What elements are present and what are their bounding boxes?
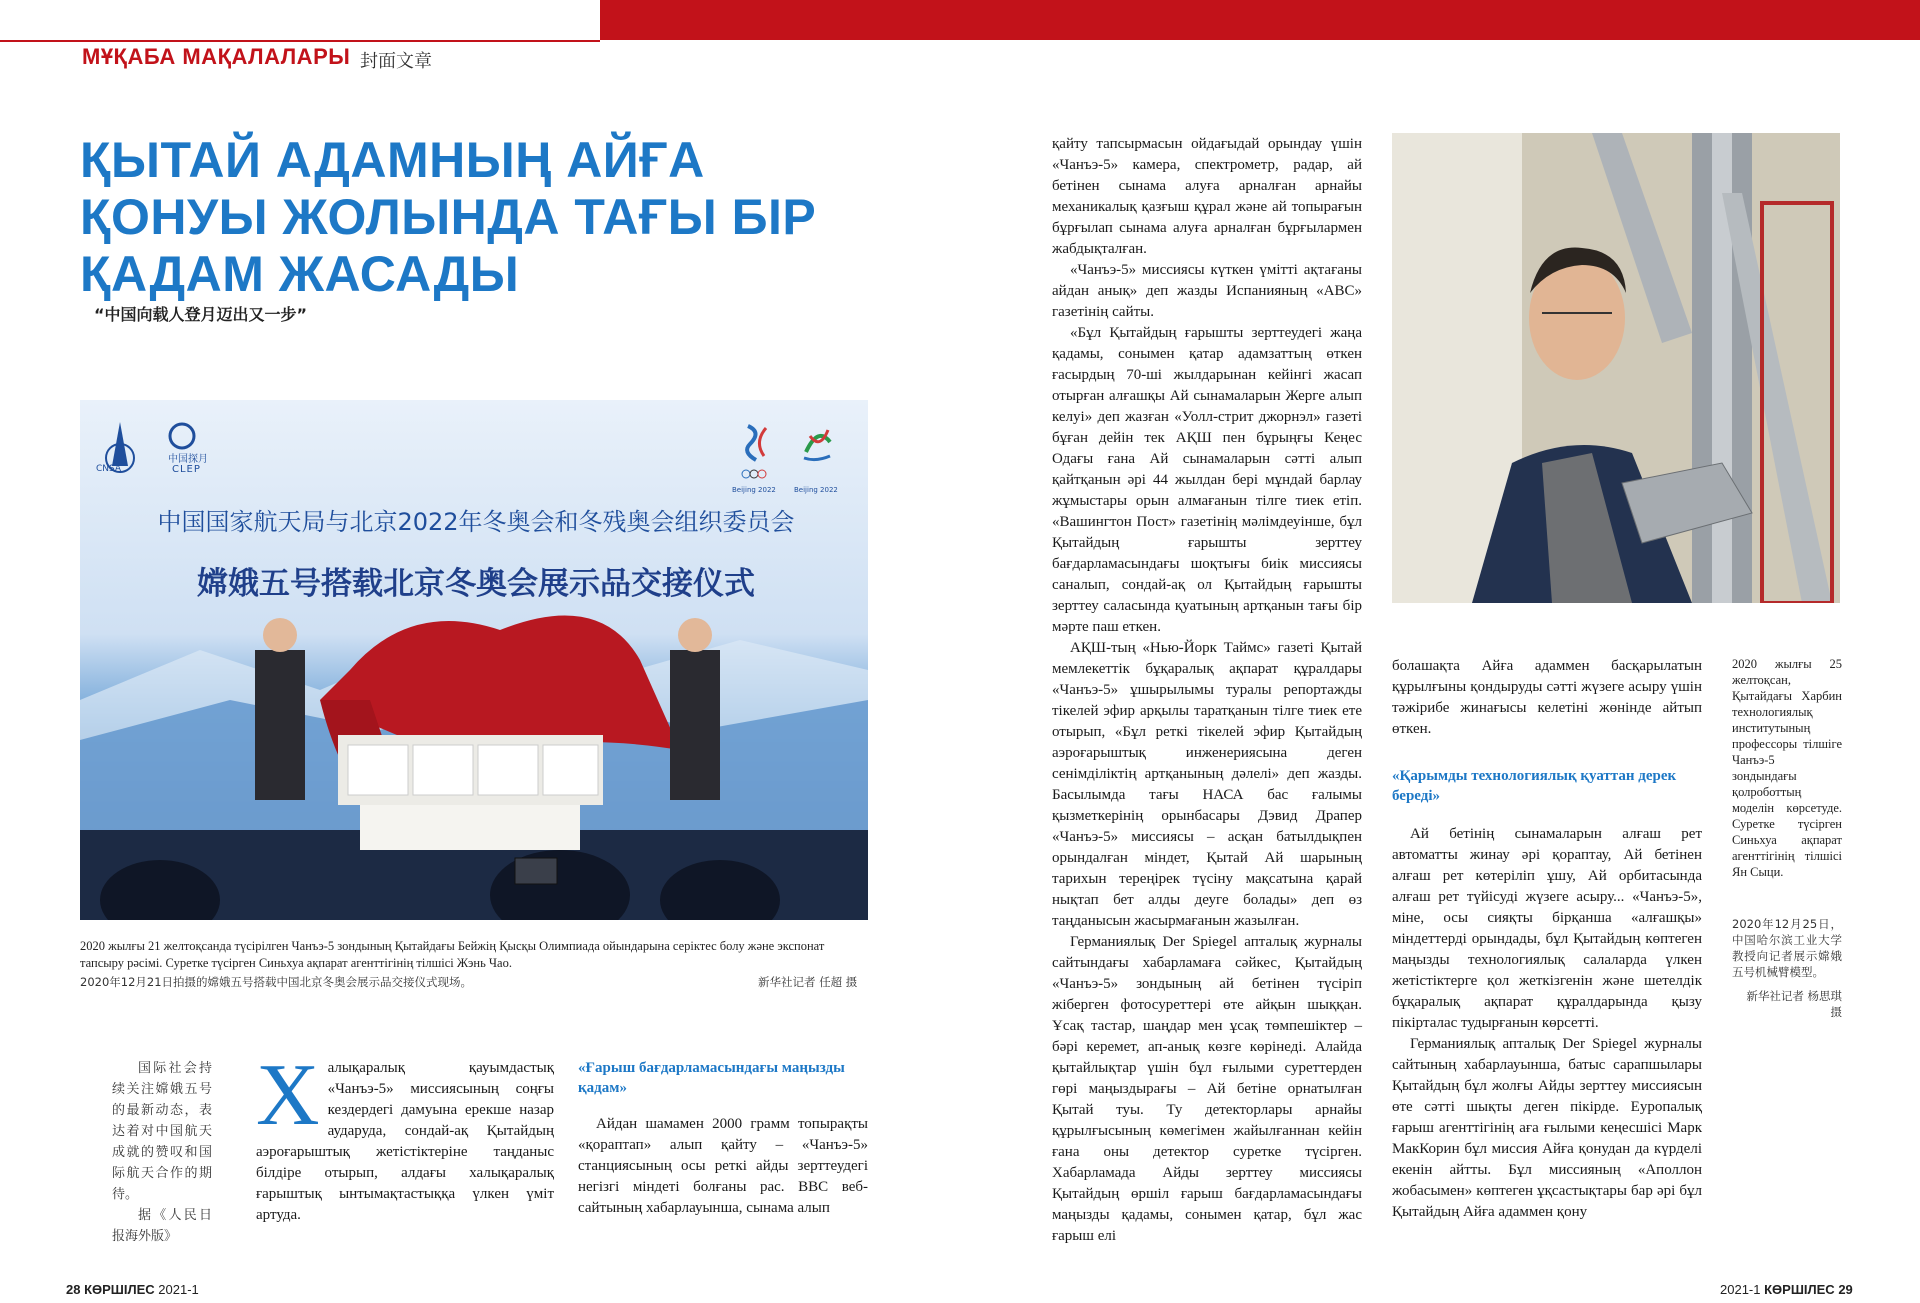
article-subtitle-cn: “中国向载人登月迈出又一步”: [94, 305, 308, 324]
issue-left: 2021-1: [158, 1282, 199, 1297]
photo1-caption-kz: 2020 жылғы 21 желтоқсанда түсірілген Чанъэ-5 зондының Қытайдағы Бейжің Қысқы Олимпиада ойындарына серіктес болу және экспонат тапсыру рәсімі. Суретке түсірген Синьхуа ақпарат агенттігінің тілшісі Жэнь Чао.: [80, 939, 825, 970]
column-4-paragraph-1: болашақта Айға адаммен басқарылатын құрылғыны қондыруды сәтті жүзеге асыру үшін тәжірибе жинағысы келетіні жөнінде айтып өткен.: [1392, 658, 1702, 737]
professor-photo-art: [1392, 133, 1840, 603]
section-label-cn: 封面文章: [360, 51, 432, 72]
clep-logo-label: CLEP: [172, 464, 201, 475]
cn-summary-source: 据《人民日报海外版》: [112, 1208, 212, 1244]
page-number-right: 29: [1838, 1282, 1853, 1297]
column-2: [578, 1058, 868, 1219]
photo2-caption-cn-text: 2020年12月25日，中国哈尔滨工业大学教授向记者展示嫦娥五号机械臂模型。: [1732, 917, 1842, 979]
cnsa-logo-label: CNSA: [96, 464, 122, 474]
issue-right: 2021-1: [1720, 1282, 1761, 1297]
column-3-paragraph-3: «Бұл Қытайдың ғарышты зерттеудегі жаңа қадамы, сонымен қатар адамзаттың өткен ғасырдың 70-ші жылдарынан кейінгі жасап отырған алғашқы Ай сынамаларын Жерге алып келуі» деп жазған «Уолл-стрит джорнэл» газеті бұған дейін тек АҚШ пен бұрыңғы Кеңес Одағы ғана Ай сынамаларын сәтті алып қайтқанын әрі 44 жылдан бері мұндай барлау жұмыстары орын алмағанын тілге тиек етіп. «Вашингтон Пост» газетінің мәлімдеуінше, бұл Қытайдың ғарышты зерттеу бағдарламасындағы шоқтығы биік миссиясы саналып, сондай-ақ ол Қытайдың ғарышты зерттеу саласында қуатының артқанын тағы бір мәрте паш еткен.: [1052, 325, 1362, 635]
magazine-name-left: КӨРШІЛЕС: [84, 1282, 155, 1297]
drop-cap: Х: [256, 1047, 320, 1144]
column-3-paragraph-5: Германиялық Der Spiegel апталық журналы сайтындағы хабарламаға сәйкес, Қытайдың «Чанъэ-5» зондының ай бетінен түсіріп жіберген фотосуреттері өте айқын шыққан. Ұсақ тастар, шаңдар мен ұсақ төмпешіктер – бәрі керемет, ап-анық көзге көрінеді. Алайда қытайлықтар үшін бұл ғылыми суреттерден гөрі маңыздырағы – Ай бетіне орнатылған Қытай туы. Ту детекторлары арнайы құрылғысының көмегімен жайылғаннан кейін ғана оны детектор суретке түсірген. Хабарламада Айды зерттеу миссиясы Қытайдың өршіл ғарыш бағдарламасындағы маңызды қадамы, сонымен қатар, бұл жас ғарыш елі: [1052, 934, 1362, 1244]
banner-line-2: 嫦娥五号搭载北京冬奥会展示品交接仪式: [197, 566, 755, 602]
column-3-paragraph-4: АҚШ-тың «Нью-Йорк Таймс» газеті Қытай мемлекеттік бұқаралық ақпарат құралдары «Чанъэ-5» ұшырылымы туралы репортажды тікелей эфир арқылы таратқанын тілге тиек ете отырып, «Бұл реткі тікелей эфир Қытайдың аэроғарыштық инженериясына деген сенімділіктің артқанының дәлелі» деп жазды. Басылымда тағы НАСА бас ғалымы қызметкерінің орынбасары Дэвид Драпер «Чанъэ-5» миссиясы – асқан батылдықпен орындалған міндет, Қытай Ай шарының тарихын тереңірек түсіну мақсатына қарай нықтап бет алды деуге болады» деп өз таңданысын жасырмағанын жазылған.: [1052, 640, 1362, 929]
article-title: ҚЫТАЙ АДАМНЫҢ АЙҒА ҚОНУЫ ЖОЛЫНДА ТАҒЫ БІР ҚАДАМ ЖАСАДЫ: [80, 132, 817, 302]
cn-summary: [112, 1058, 212, 1247]
photo2-credit: 新华社记者 杨思琪 摄: [1746, 989, 1842, 1019]
cn-summary-text: 国际社会持续关注嫦娥五号的最新动态，表达着对中国航天成就的赞叹和国际航天合作的期待。: [112, 1061, 212, 1202]
ceremony-photo: [80, 400, 868, 920]
banner-line-1: 中国国家航天局与北京2022年冬奥会和冬残奥会组织委员会: [157, 508, 795, 536]
page-number-left: 28: [66, 1282, 81, 1297]
beijing-olympic-logo: Beijing 2022: [732, 486, 776, 494]
ceremony-photo-art: [80, 400, 868, 920]
photo2-caption-kz: 2020 жылғы 25 желтоқсан, Қытайдағы Харбин технологиялық институтының профессоры тілшіге Чанъэ-5 зондындағы қолроботтың моделін көрсетуде. Суретке түсірген Синьхуа ақпарат агенттігінің тілшісі Ян Сыци.: [1732, 657, 1842, 879]
column-1: [256, 1047, 554, 1226]
column-2-body: [578, 1114, 868, 1219]
column-4-body: [1392, 824, 1702, 1223]
section-label: МҰҚАБА МАҚАЛАЛАРЫ: [82, 44, 351, 69]
photo1-credit: 新华社记者 任超 摄: [758, 975, 858, 989]
magazine-name-right: КӨРШІЛЕС: [1764, 1282, 1835, 1297]
column-4-paragraph-2: Ай бетінің сынамаларын алғаш рет автоматты жинау әрі қораптау, Ай бетінен алғаш рет көтеріліп ұшу, Ай орбитасында алғаш рет түйісуді жүзеге асыру... «Чанъэ-5», міне, осы сияқты бірқанша «алғашқы» міндеттерді орындады, бұл Қытайдың көптеген маңызды технологиялық салаларда үлкен жетістіктерге қол жеткізгенін және шетелдік бұқаралық ақпарат құралдарында қызу пікірталас тудырғанын көрсетті.: [1392, 826, 1702, 1031]
column-4-body-top: [1392, 656, 1702, 740]
column-3-paragraph-2: «Чанъэ-5» миссиясы күткен үмітті ақтағаны айдан анық» деп жазды Испанияның «ABC» газетінің сайты.: [1052, 262, 1362, 320]
photo2-caption-cn: [1732, 916, 1842, 1020]
photo1-caption-cn: 2020年12月21日拍摄的嫦娥五号搭载中国北京冬奥会展示品交接仪式现场。: [80, 975, 473, 989]
column-2-heading: «Ғарыш бағдарламасындағы маңызды қадам»: [578, 1060, 845, 1096]
column-4-heading: «Қарымды технологиялық қуаттан дерек береді»: [1392, 768, 1677, 804]
column-1-text: алықаралық қауымдастық «Чанъэ-5» миссиясының соңғы кездердегі дамуына ерекше назар аударуда, сондай-ақ Қытайдың аэроғарыштық жетістіктеріне таңданыс білдіре отырып, алдағы халықаралық ғарыштық ынтымақтастыққа үлкен үміт артуда.: [256, 1060, 554, 1223]
professor-photo: [1392, 133, 1840, 603]
header-red-bar: [600, 0, 1920, 40]
footer-left: [66, 1282, 199, 1297]
column-4-paragraph-3: Германиялық апталық Der Spiegel журналы сайтының хабарлауынша, батыс сарапшылары Қытайдың бұл жолғы Айды зерттеу миссиясын өте сәтті шықты деген пікірде. Еуропалық ғарыш агенттігінің аға ғылыми кеңесшісі Марк МакКорин бұл миссия Айға қонудан да күрделі екенін айтты. Бұл миссияның «Аполлон жобасымен» көптеген ұқсастықтары бар әрі бұл Қытайдың Айға адаммен қону: [1392, 1036, 1702, 1220]
column-2-paragraph: Айдан шамамен 2000 грамм топырақты «қорaптап» алып қайту – «Чанъэ-5» станциясының осы реткі айды зерттеудегі негізгі міндеті болғаны рас. BBC веб-сайтының хабарлауынша, сынама алып: [578, 1116, 868, 1216]
column-3-paragraph-1: қайту тапсырмасын ойдағыдай орындау үшін «Чанъэ-5» камера, спектрометр, радар, ай бетінен сынама алуға арналған арнайы механикалық қазғыш құрал және ай топырағын бұрғылап сынама алуға арналған бұрғылармен жабдықталған.: [1052, 136, 1362, 257]
beijing-paralympic-logo: Beijing 2022: [794, 486, 838, 494]
clep-logo-cn: 中国探月: [168, 454, 208, 465]
column-3: [1052, 134, 1362, 1247]
column-4: [1392, 656, 1702, 1223]
footer-right: [1720, 1282, 1853, 1297]
header-red-line: [0, 40, 600, 42]
